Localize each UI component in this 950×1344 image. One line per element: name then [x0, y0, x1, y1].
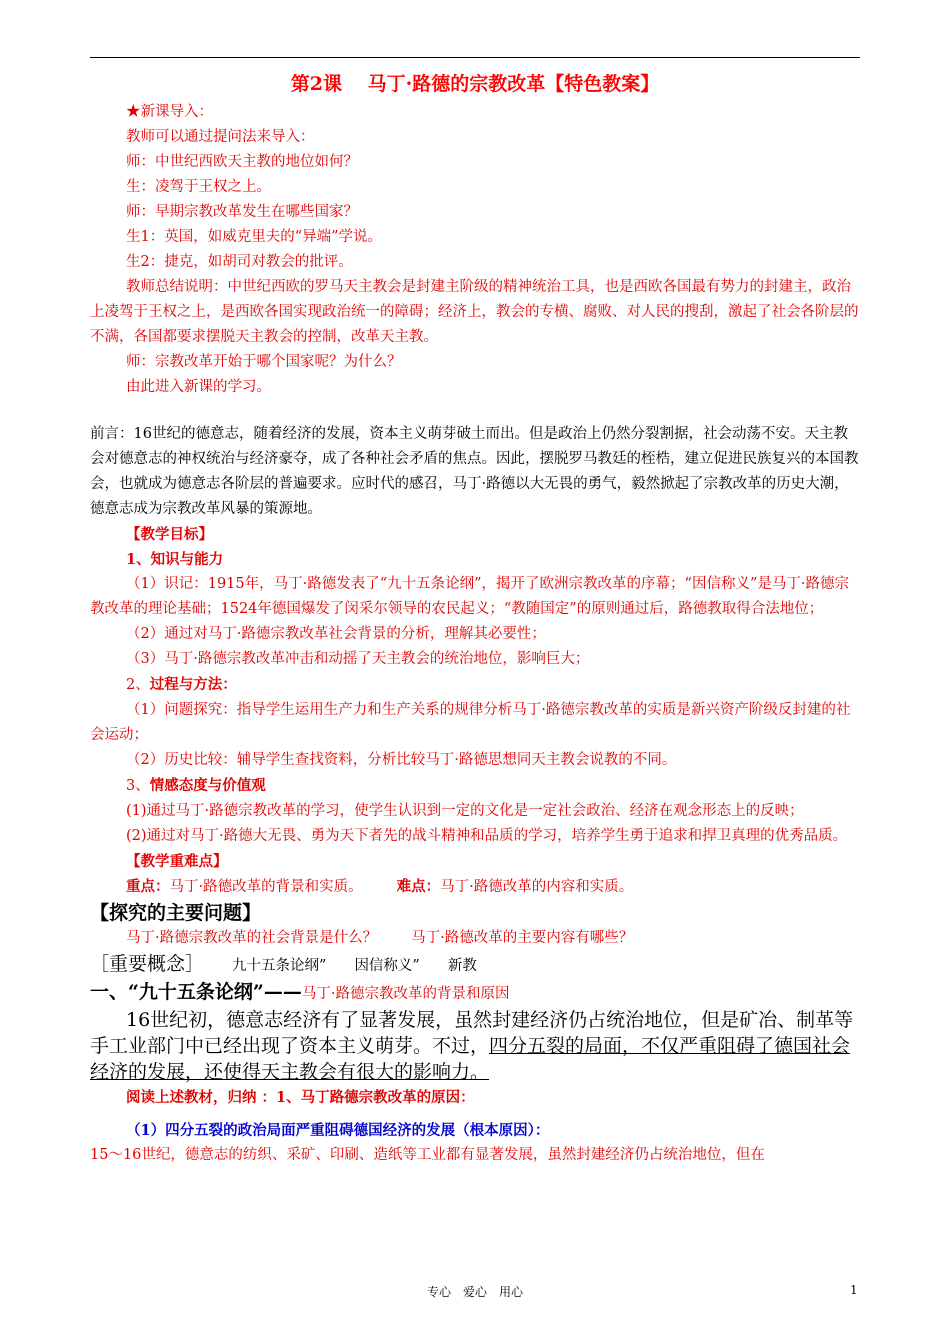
- intro-heading: ★新课导入：: [126, 104, 213, 120]
- page-title: 第2课 马丁·路德的宗教改革【特色教案】: [290, 73, 660, 95]
- knowledge-item: （1）识记：1915年，马丁·路德发表了“九十五条论纲”，揭开了欧洲宗教改革的序幕；“因信称义”是马丁·路德宗教改革的理论基础；1524年德国爆发了闵采尔领导的农民起义；“教随国定”的原则通过后，路德教取得合法地位；: [90, 576, 849, 617]
- knowledge-item: （2）通过对马丁·路德宗教改革社会背景的分析，理解其必要性；: [126, 626, 546, 642]
- section1-last-line: 15～16世纪，德意志的纺织、采矿、印刷、造纸等工业都有显著发展，虽然封建经济仍占统治地位，但在: [90, 1147, 765, 1163]
- intro-line: 师：中世纪西欧天主教的地位如何？: [126, 154, 358, 170]
- process-heading: 2、过程与方法：: [126, 676, 237, 693]
- process-item: （2）历史比较：辅导学生查找资料，分析比较马丁·路德思想同天主教会说教的不同。: [126, 752, 677, 768]
- section1-heading: 一、“九十五条论纲”——马丁·路德宗教改革的背景和原因: [90, 981, 510, 1003]
- section1-summary: 阅读上述教材，归纳 ：1、马丁路德宗教改革的原因：: [126, 1089, 475, 1106]
- emotion-item: (1)通过马丁·路德宗教改革的学习，使学生认识到一定的文化是一定社会政治、经济在观念形态上的反映；: [126, 803, 804, 819]
- preface: 前言：16世纪的德意志，随着经济的发展，资本主义萌芽破土而出。但是政治上仍然分裂割据，社会动荡不安。天主教会对德意志的神权统治与经济豪夺，成了各种社会矛盾的焦点。因此，摆脱罗马教廷的桎梏，建立促进民族复兴的本国教会，也就成为德意志各阶层的普遍要求。应时代的感召，马丁·路德以大无畏的勇气，毅然掀起了宗教改革的历史大潮，德意志成为宗教改革风暴的策源地。: [90, 426, 859, 517]
- reason-1: （1）四分五裂的政治局面严重阻碍德国经济的发展（根本原因）：: [126, 1122, 550, 1139]
- intro-line: 生1：英国，如威克里夫的“异端”学说。: [126, 229, 383, 245]
- concepts-line: ［重要概念］ 九十五条论纲” 因信称义” 新教: [90, 953, 477, 975]
- emotion-heading: 3、情感态度与价值观: [126, 777, 266, 794]
- intro-enter: 由此进入新课的学习。: [126, 379, 271, 395]
- emotion-item: (2)通过对马丁·路德大无畏、勇为天下者先的战斗精神和品质的学习，培养学生勇于追求和捍卫真理的优秀品质。: [126, 828, 848, 844]
- questions-line: 马丁·路德宗教改革的社会背景是什么？ 马丁·路德改革的主要内容有哪些？: [126, 930, 634, 946]
- questions-heading: 【探究的主要问题】: [90, 902, 262, 924]
- footer-motto: 专心 爱心 用心: [426, 1285, 523, 1299]
- intro-question: 师：宗教改革开始于哪个国家呢？为什么？: [126, 354, 402, 370]
- knowledge-item: （3）马丁·路德宗教改革冲击和动摇了天主教会的统治地位，影响巨大；: [126, 651, 590, 667]
- intro-line: 师：早期宗教改革发生在哪些国家？: [126, 204, 358, 220]
- header-rule: [90, 57, 860, 58]
- process-item: （1）问题探究：指导学生运用生产力和生产关系的规律分析马丁·路德宗教改革的实质是新兴资产阶级反封建的社会运动；: [90, 702, 851, 743]
- goals-heading: 【教学目标】: [126, 526, 213, 543]
- intro-line: 生：凌驾于王权之上。: [126, 179, 271, 195]
- keypoints-line: 重点：马丁·路德改革的背景和实质。 难点：马丁·路德改革的内容和实质。: [126, 878, 634, 895]
- intro-line: 生2：捷克，如胡司对教会的批评。: [126, 254, 353, 270]
- intro-line: 教师可以通过提问法来导入：: [126, 129, 315, 145]
- knowledge-heading: 1、知识与能力: [126, 551, 224, 568]
- keypoints-heading: 【教学重难点】: [126, 853, 228, 870]
- document-body: [90, 70, 860, 1168]
- page-number: 1: [850, 1283, 858, 1297]
- intro-summary: 教师总结说明：中世纪西欧的罗马天主教会是封建主阶级的精神统治工具，也是西欧各国最有势力的封建主，政治上凌驾于王权之上，是西欧各国实现政治统一的障碍；经济上，教会的专横、腐败、对人民的搜刮，激起了社会各阶层的不满，各国都要求摆脱天主教会的控制，改革天主教。: [90, 279, 859, 345]
- section1-paragraph: 16世纪初，德意志经济有了显著发展，虽然封建经济仍占统治地位，但是矿冶、制革等手工业部门中已经出现了资本主义萌芽。不过，四分五裂的局面，不仅严重阻碍了德国社会经济的发展，还使得天主教会有很大的影响力。: [90, 1009, 854, 1083]
